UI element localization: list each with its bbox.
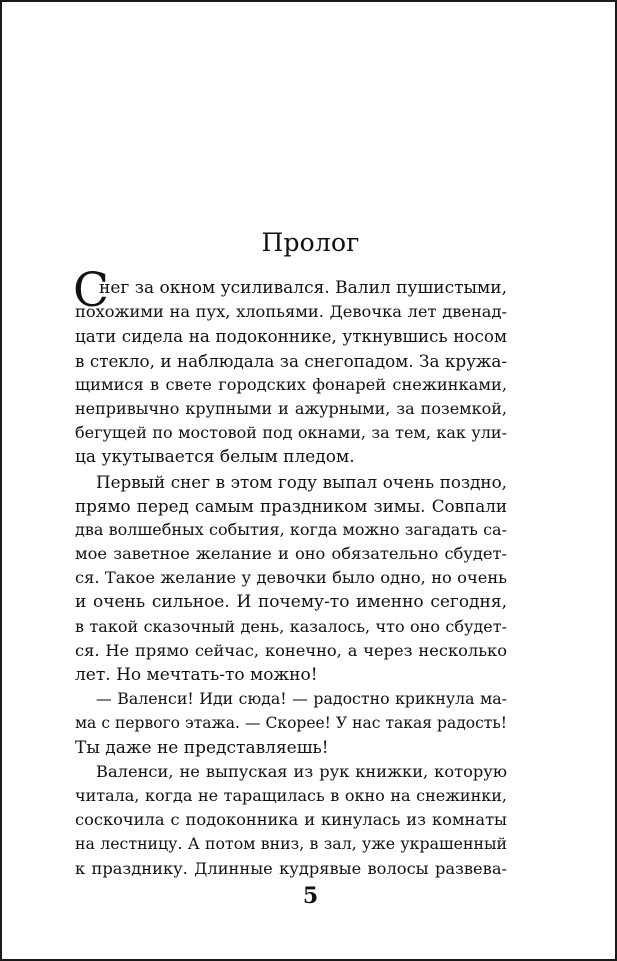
text-line: Ты даже не представляешь!	[75, 737, 329, 758]
text-line: — Валенси! Иди сюда! — радостно крикнула ма-	[96, 689, 507, 709]
text-line: щимися в свете городских фонарей снежинками,	[75, 374, 507, 394]
chapter-title: Пролог	[261, 228, 360, 257]
text-line: в стекло, и наблюдала за снегопадом. За кружа-	[75, 350, 507, 371]
body-text	[73, 263, 507, 881]
text-line: ца укутывается белым пледом.	[75, 447, 355, 468]
text-line: Валенси, не выпуская из рук книжки, которую	[96, 761, 507, 781]
text-line: к празднику. Длинные кудрявые волосы развева-	[75, 858, 507, 878]
text-line: ся. Не прямо сейчас, конечно, а через несколько	[75, 640, 507, 660]
text-line: цати сидела на подоконнике, уткнувшись носом	[75, 326, 507, 347]
text-line: ся. Такое желание у девочки было одно, но очень	[75, 568, 507, 588]
text-line: ма с первого этажа. — Скорее! У нас такая радость!	[75, 714, 507, 733]
text-line: прямо перед самым праздником зимы. Совпали	[75, 495, 507, 516]
text-line: читала, когда не таращилась в окно на снежинки,	[75, 785, 507, 805]
text-line: бегущей по мостовой под окнами, за тем, как ули-	[75, 423, 507, 443]
text-line: на лестницу. А потом вниз, в зал, уже украшенный	[75, 834, 507, 854]
text-line: в такой сказочный день, казалось, что оно сбудет-	[75, 616, 507, 636]
text-line: лет. Но мечтать-то можно!	[75, 665, 318, 685]
drop-cap: С	[73, 263, 109, 318]
text-line: мое заветное желание и оно обязательно сбудет-	[75, 544, 507, 564]
page-number: 5	[302, 883, 319, 909]
text-line: соскочила с подоконника и кинулась из комнаты	[75, 810, 507, 830]
first-line-text: нег за окном усиливался. Валил пушистыми,	[99, 278, 507, 298]
text-line: Первый снег в этом году выпал очень поздно,	[96, 471, 507, 492]
text-line: два волшебных события, когда можно загадать са-	[75, 519, 507, 539]
text-line: непривычно крупными и ажурными, за поземкой,	[75, 398, 507, 418]
text-line: похожими на пух, хлопьями. Девочка лет двенад-	[75, 302, 507, 322]
text-line: и очень сильное. И почему-то именно сегодня,	[75, 592, 507, 613]
